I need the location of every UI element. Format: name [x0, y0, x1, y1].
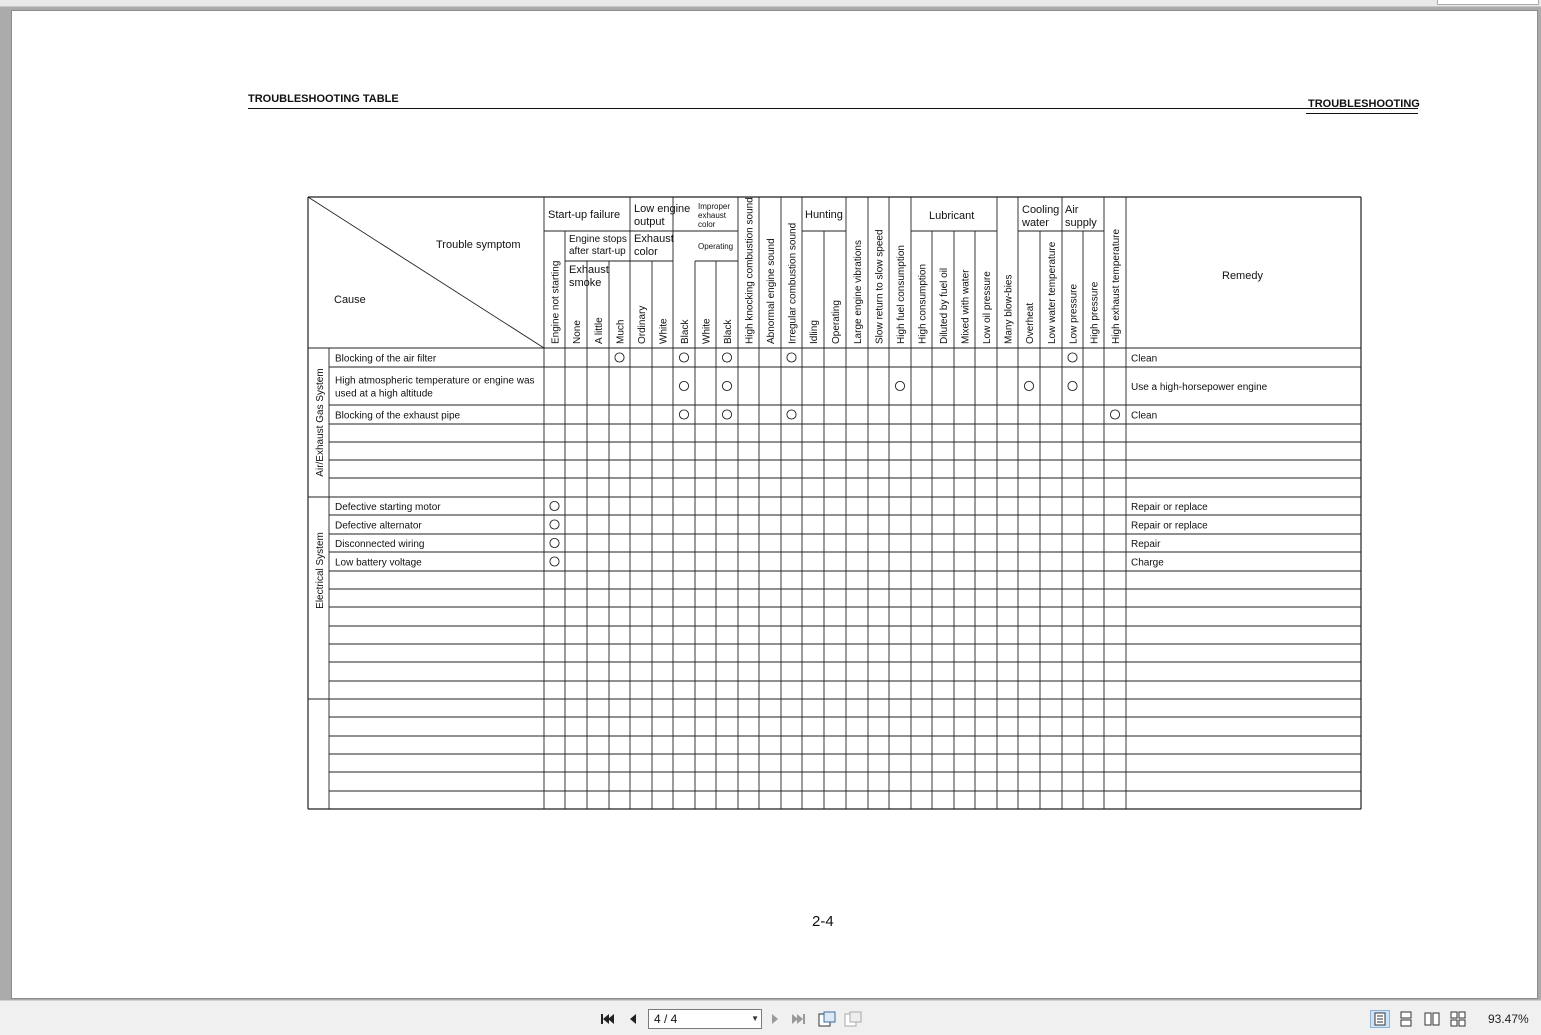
mark-circle [722, 381, 731, 390]
column-header: Idling [809, 320, 820, 344]
column-header: Irregular combustion sound [787, 222, 799, 344]
chevron-down-icon[interactable]: ▼ [751, 1014, 759, 1023]
mark-circle [550, 538, 559, 547]
next-page-icon[interactable] [766, 1010, 784, 1028]
column-header: Diluted by fuel oil [939, 267, 950, 344]
column-header: Slow return to slow speed [874, 229, 886, 344]
mark-circle [679, 410, 688, 419]
subgroup-label-exhaust-color: Exhaust [634, 233, 674, 245]
cause-text: Defective starting motor [335, 502, 441, 513]
cause-text: used at a high altitude [335, 388, 433, 400]
group-label-improper-exhaust-color: Improper [698, 202, 731, 211]
single-page-view-icon[interactable] [1370, 1010, 1390, 1028]
column-header: Black [680, 319, 691, 344]
column-header: Black [723, 319, 734, 344]
mark-circle [550, 520, 559, 529]
prev-page-icon[interactable] [624, 1010, 642, 1028]
mark-circle [679, 381, 688, 390]
column-header: High pressure [1089, 281, 1101, 344]
page-number: 2-4 [812, 913, 834, 930]
zoom-level[interactable]: 93.47% [1488, 1012, 1529, 1026]
remedy-text: Use a high-horsepower engine [1131, 382, 1268, 393]
cause-label: Cause [334, 294, 366, 306]
page-number-value: 4 / 4 [654, 1012, 678, 1026]
cause-text: Disconnected wiring [335, 539, 425, 550]
cause-text: Defective alternator [335, 520, 422, 532]
mark-circle [1024, 381, 1033, 390]
remedy-text: Clean [1131, 410, 1158, 422]
mark-circle [787, 353, 796, 362]
group-label-start-up-failure: Start-up failure [548, 209, 621, 221]
fit-page-icon[interactable] [818, 1010, 836, 1028]
mark-circle [895, 381, 904, 390]
mark-circle [1068, 381, 1077, 390]
column-header: High fuel consumption [896, 245, 907, 344]
column-header: None [572, 320, 583, 344]
section-label: Air/Exhaust Gas System [315, 368, 326, 477]
subgroup-label-engine-stops: Engine stops [569, 234, 627, 245]
group-label-improper-exhaust-color: exhaust [698, 211, 727, 220]
group-label-low-engine-output: output [634, 216, 665, 228]
mark-circle [679, 353, 688, 362]
mark-circle [722, 410, 731, 419]
column-header: Operating [831, 300, 842, 344]
column-header: Large engine vibrations [853, 240, 864, 344]
remedy-text: Repair [1131, 539, 1161, 550]
remedy-text: Charge [1131, 557, 1164, 569]
cause-text: Blocking of the air filter [335, 353, 437, 365]
continuous-view-icon[interactable] [1396, 1010, 1416, 1028]
facing-view-icon[interactable] [1422, 1010, 1442, 1028]
column-header: Ordinary [637, 305, 648, 344]
subgroup-label-exhaust-smoke: smoke [569, 277, 602, 289]
column-header: Engine not starting [550, 260, 562, 344]
group-label-cooling-water: water [1022, 217, 1049, 229]
header-left-title: TROUBLESHOOTING TABLE [248, 93, 399, 105]
last-page-icon[interactable] [790, 1010, 808, 1028]
subgroup-label-exhaust-color: color [634, 246, 658, 258]
pdf-page [11, 10, 1538, 999]
column-header: Abnormal engine sound [766, 238, 777, 344]
column-header: Low oil pressure [982, 271, 993, 344]
search-box[interactable] [1437, 0, 1539, 5]
troubleshooting-table [12, 11, 1538, 999]
column-header: High consumption [917, 263, 929, 344]
remedy-text: Clean [1131, 353, 1158, 365]
mark-circle [787, 410, 796, 419]
subgroup-label-exhaust-smoke: Exhaust [569, 264, 609, 276]
corner-diagonal-line [308, 197, 544, 348]
column-header: Many blow-bies [1003, 274, 1015, 344]
group-label-lubricant: Lubricant [929, 210, 975, 222]
section-label: Electrical System [315, 532, 326, 609]
column-header: White [658, 318, 670, 344]
fit-width-icon[interactable] [844, 1010, 862, 1028]
cause-text: Low battery voltage [335, 557, 422, 569]
header-right-title: TROUBLESHOOTING [1308, 98, 1420, 110]
column-header: Much [615, 319, 627, 344]
group-label-improper-exhaust-color: color [698, 220, 716, 229]
mark-circle [1110, 410, 1119, 419]
cause-text: Blocking of the exhaust pipe [335, 410, 461, 422]
group-label-air-supply: Air [1065, 204, 1079, 216]
group-label-low-engine-output: Low engine [634, 203, 691, 215]
continuous-facing-view-icon[interactable] [1448, 1010, 1468, 1028]
mark-circle [1068, 353, 1077, 362]
column-header: Low pressure [1068, 283, 1080, 344]
group-label-air-supply: supply [1065, 217, 1097, 229]
column-header: Low water temperature [1047, 241, 1058, 344]
first-page-icon[interactable] [598, 1010, 616, 1028]
column-header: High knocking combustion sound [744, 197, 756, 344]
column-header: Mixed with water [960, 269, 972, 344]
mark-circle [615, 353, 624, 362]
cause-text: High atmospheric temperature or engine was [335, 375, 535, 387]
trouble-symptom-label: Trouble symptom [436, 239, 521, 251]
group-label-cooling-water: Cooling [1022, 204, 1060, 216]
title-strip [0, 0, 1541, 7]
subgroup-label-engine-stops: after start-up [569, 246, 626, 257]
column-header: A little [594, 317, 605, 344]
mark-circle [550, 501, 559, 510]
mark-circle [722, 353, 731, 362]
column-header: High exhaust temperature [1111, 228, 1122, 344]
column-header: White [701, 318, 713, 344]
remedy-header: Remedy [1222, 270, 1263, 282]
navigation-toolbar [0, 1000, 1541, 1035]
group-label-hunting: Hunting [805, 209, 843, 221]
remedy-text: Repair or replace [1131, 502, 1208, 513]
remedy-text: Repair or replace [1131, 520, 1208, 532]
page-number-field[interactable] [648, 1009, 762, 1029]
column-header: Overheat [1025, 302, 1036, 344]
mark-circle [550, 557, 559, 566]
subgroup-label-operating: Operating [698, 242, 734, 251]
